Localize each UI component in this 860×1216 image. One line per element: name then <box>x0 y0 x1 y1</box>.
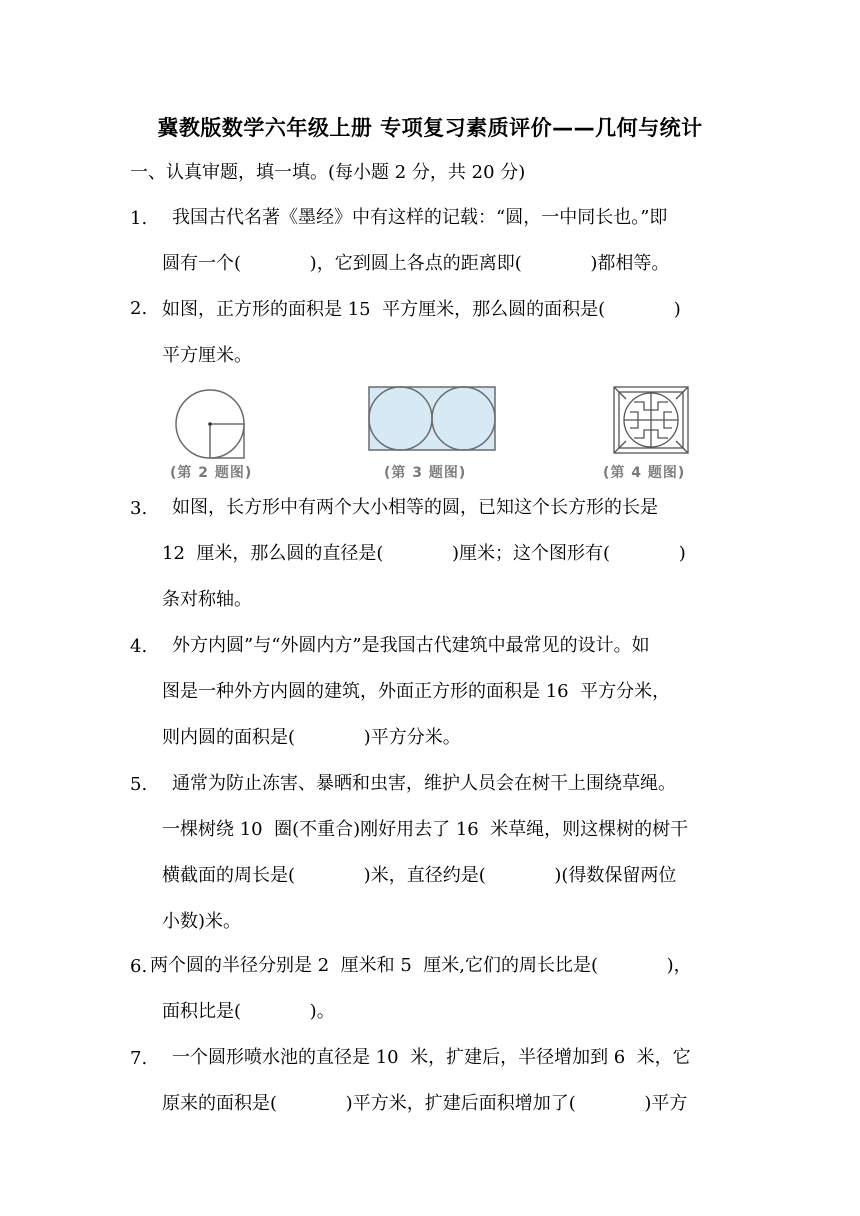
question-6-number: 6. <box>130 956 148 977</box>
figure-2-caption: (第 2 题图) <box>170 465 253 481</box>
question-5-line-1: 通常为防止冻害、暴晒和虫害，维护人员会在树干上围绕草绳。 <box>172 773 676 794</box>
question-2-line-2: 平方厘米。 <box>162 345 252 366</box>
question-6-line-2: 面积比是( )。 <box>162 1001 335 1022</box>
figure-3-two-circles <box>369 387 495 450</box>
question-1-number: 1. <box>130 208 148 229</box>
figure-4-lattice-window <box>614 387 688 453</box>
question-4-line-1: 外方内圆”与“外圆内方”是我国古代建筑中最常见的设计。如 <box>172 635 650 656</box>
question-5-line-3: 横截面的周长是( )米，直径约是( )(得数保留两位 <box>162 865 677 886</box>
question-3-line-1: 如图，长方形中有两个大小相等的圆，已知这个长方形的长是 <box>172 497 658 518</box>
question-3-number: 3. <box>130 498 148 519</box>
question-1-line-2: 圆有一个( )，它到圆上各点的距离即( )都相等。 <box>162 253 670 274</box>
question-4-line-3: 则内圆的面积是( )平方分米。 <box>162 727 461 748</box>
section-heading: 一、认真审题，填一填。(每小题 2 分，共 20 分) <box>130 162 526 183</box>
question-7-number: 7. <box>130 1048 148 1069</box>
question-5-line-2: 一棵树绕 10 圈(不重合)刚好用去了 16 米草绳，则这棵树的树干 <box>162 819 689 840</box>
question-3-line-3: 条对称轴。 <box>162 589 252 610</box>
figure-2-circle-square <box>176 390 244 458</box>
question-6-line-1: 两个圆的半径分别是 2 厘米和 5 厘米,它们的周长比是( )， <box>150 955 692 976</box>
question-7-line-2: 原来的面积是( )平方米，扩建后面积增加了( )平方 <box>162 1093 688 1114</box>
question-5-line-4: 小数)米。 <box>162 911 242 932</box>
page-title: 冀教版数学六年级上册 专项复习素质评价——几何与统计 <box>157 116 703 140</box>
question-4-number: 4. <box>130 636 148 657</box>
question-3-line-2: 12 厘米，那么圆的直径是( )厘米；这个图形有( ) <box>162 543 686 564</box>
figure-3-caption: (第 3 题图) <box>384 465 467 481</box>
question-7-line-1: 一个圆形喷水池的直径是 10 米，扩建后，半径增加到 6 米，它 <box>172 1047 691 1068</box>
question-5-number: 5. <box>130 774 148 795</box>
question-4-line-2: 图是一种外方内圆的建筑，外面正方形的面积是 16 平方分米， <box>162 681 671 702</box>
figure-4-caption: (第 4 题图) <box>603 465 686 481</box>
question-1-line-1: 我国古代名著《墨经》中有这样的记载：“圆，一中同长也。”即 <box>172 207 668 228</box>
question-2-line-1: 如图，正方形的面积是 15 平方厘米，那么圆的面积是( ) <box>162 299 681 320</box>
question-2-number: 2. <box>130 298 148 319</box>
